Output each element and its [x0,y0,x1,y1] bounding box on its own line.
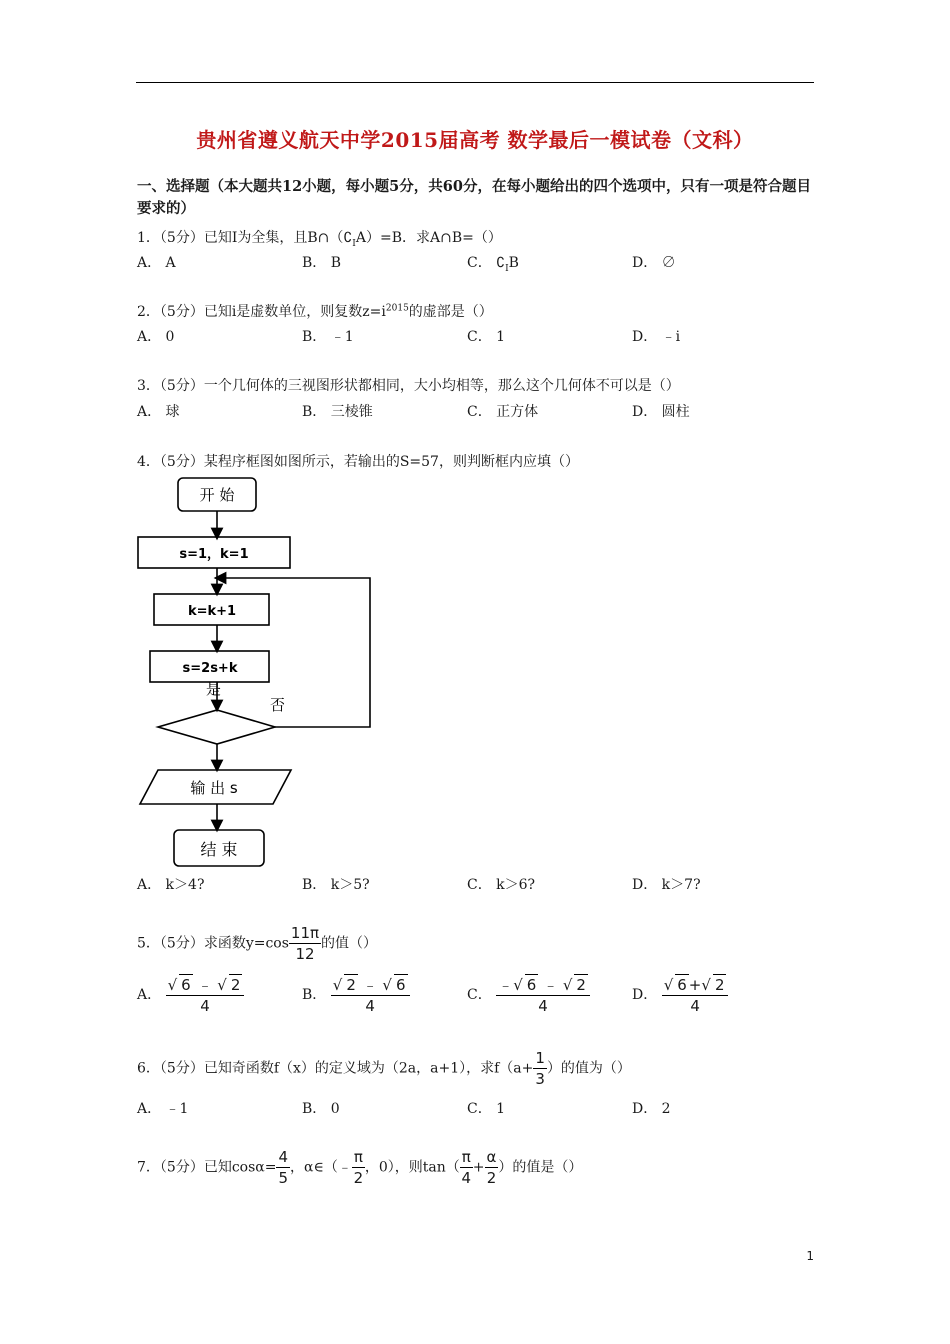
option-b: B． ﹣1 [302,329,354,345]
flow-step2-label: s=2s+k [182,661,238,676]
option-c: C． $\frac{﹣√ 6 ﹣ √ 2}{4}$ [467,974,590,1016]
option-a: A． 球 [137,404,180,420]
option-a: A． $\frac{√ 6 ﹣ √ 2}{4}$ [137,974,244,1016]
option-c: C． $∁_IB$ [467,255,519,274]
flow-init-label: s=1，k=1 [179,547,249,562]
flow-no-label: 否 [270,696,286,714]
flow-decision-diamond [158,710,275,744]
option-c: C． k＞6? [467,877,536,893]
option-c: C． 1 [467,329,506,345]
question-6-options [137,1098,817,1120]
option-b: B． 三棱锥 [302,404,373,420]
question-4: 4．（5分）某程序框图如图所示，若输出的S=57，则判断框内应填（） [137,454,579,470]
question-1-options [137,252,817,274]
option-c: C． 正方体 [467,404,539,420]
flow-end-label: 结 束 [200,840,238,859]
question-3: 3．（5分）一个几何体的三视图形状都相同，大小均相等，那么这个几何体不可以是（） [137,378,680,394]
question-5: 5．（5分）求函数y=cos $\frac{11\pi}{12}$ 的值（） [137,924,378,963]
option-b: B． B [302,255,342,271]
option-d: D． 圆柱 [632,404,690,420]
question-4-options [137,874,817,896]
option-d: D． ∅ [632,255,676,271]
question-3-options [137,401,817,423]
question-2: 2．（5分）已知i是虚数单位，则复数$z=i^{2015}$的虚部是（） [137,303,493,320]
option-a: A． A [137,255,176,271]
page-title: 贵州省遵义航天中学2015届高考 数学最后一模试卷（文科） [196,128,754,152]
flow-output-label: 输 出 s [190,779,238,797]
question-1: 1．（5分）已知I为全集，且$B\cap(∁_IA)=B$．求A∩B=（） [137,230,502,249]
option-a: A． ﹣1 [137,1101,189,1117]
question-5-options [137,974,817,1020]
option-d: D． $\frac{√ 6 +√ 2}{4}$ [632,974,728,1016]
option-d: D． k＞7? [632,877,701,893]
option-c: C． 1 [467,1101,506,1117]
option-d: D． ﹣i [632,329,681,345]
section-heading: 一、选择题（本大题共12小题，每小题5分，共60分，在每小题给出的四个选项中，只有一项是符合题目要求的） [137,178,811,217]
flow-step1-label: k=k+1 [187,604,237,619]
flow-loop-back [220,578,370,727]
question-6: 6．（5分）已知奇函数f（x）的定义域为（2a，a+1），求f（a+ $\frac{1}{3}$ ）的值为（） [137,1049,631,1088]
option-a: A． k＞4? [137,877,205,893]
option-b: B． k＞5? [302,877,370,893]
flow-start-label: 开 始 [199,486,235,504]
question-7: 7．（5分）已知cosα= $\frac{4}{5}$ ，α∈（﹣ $\frac{\pi}{2}$ ，0），则tan（ $\frac{\pi}{4}$ + $\frac{\alpha}{2}$ ）的值是（） [137,1148,583,1187]
option-b: B． 0 [302,1101,340,1117]
option-b: B． $\frac{√ 2 ﹣ √ 6}{4}$ [302,974,410,1016]
option-d: D． 2 [632,1101,671,1117]
page-number: 1 [806,1249,814,1263]
flow-yes-label: 是 [206,680,222,698]
header-rule [136,82,814,83]
flowchart [130,470,390,875]
option-a: A． 0 [137,329,175,345]
question-2-options [137,326,817,348]
